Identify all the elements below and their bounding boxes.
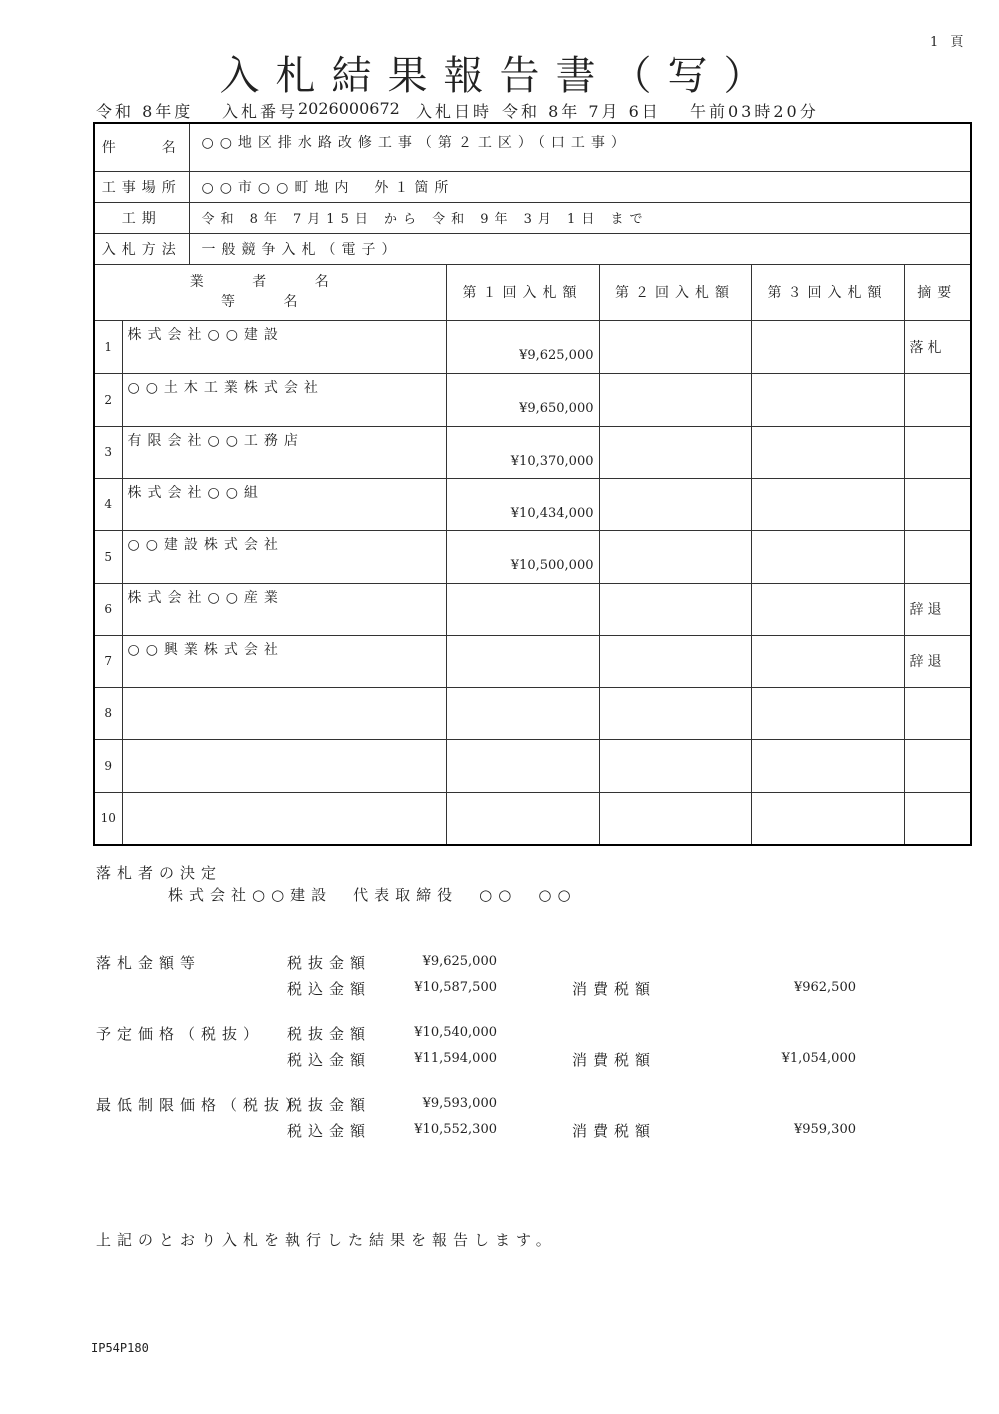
bidder-name: 株式会社○○産業 [122, 583, 446, 635]
winner-heading: 落札者の決定 [96, 864, 223, 882]
round1-amount [446, 739, 599, 792]
round2-amount [599, 426, 751, 478]
round1-amount [446, 687, 599, 739]
method-label: 入札方法 [94, 233, 189, 264]
page-number: 1 頁 [930, 35, 968, 50]
bidder-name: ○○土木工業株式会社 [122, 373, 446, 426]
remarks-cell: 辞退 [904, 583, 971, 635]
incl-tax-amount: ¥11,594,000 [414, 1051, 497, 1066]
remarks-cell [904, 373, 971, 426]
round1-amount: ¥10,370,000 [446, 426, 599, 478]
round1-amount [446, 792, 599, 845]
excl-tax-label: 税抜金額 [287, 1096, 372, 1114]
report-note: 上記のとおり入札を執行した結果を報告します。 [96, 1231, 557, 1249]
tax-amount: ¥962,500 [793, 980, 856, 995]
row-number: 10 [94, 792, 122, 845]
bidder-header [94, 264, 446, 320]
bidder-name: 株式会社○○建設 [122, 320, 446, 373]
info-row-name [94, 123, 971, 171]
tax-label: 消費税額 [572, 1122, 657, 1140]
round2-amount [599, 530, 751, 583]
round3-amount [751, 635, 904, 687]
page-title: 入札結果報告書（写） [219, 53, 780, 99]
remarks-header: 摘要 [904, 264, 971, 320]
incl-tax-amount: ¥10,587,500 [414, 980, 497, 995]
round3-amount [751, 792, 904, 845]
column-header-row [94, 264, 971, 320]
round2-amount [599, 373, 751, 426]
tax-amount: ¥1,054,000 [781, 1051, 856, 1066]
row-number: 1 [94, 320, 122, 373]
tax-label: 消費税額 [572, 1051, 657, 1069]
round2-amount [599, 583, 751, 635]
bidder-name [122, 687, 446, 739]
excl-tax-label: 税抜金額 [287, 954, 372, 972]
row-number: 7 [94, 635, 122, 687]
bidder-name [122, 792, 446, 845]
method-value: 一般競争入札（電子） [189, 233, 971, 264]
bidder-name: 有限会社○○工務店 [122, 426, 446, 478]
table-row [94, 739, 971, 792]
summary-label: 落札金額等 [96, 954, 202, 972]
round3-amount [751, 320, 904, 373]
table-row [94, 583, 971, 635]
table-row [94, 687, 971, 739]
remarks-cell: 落札 [904, 320, 971, 373]
excl-tax-amount: ¥9,625,000 [422, 954, 497, 969]
info-row-method [94, 233, 971, 264]
round2-header: 第２回入札額 [599, 264, 751, 320]
excl-tax-amount: ¥10,540,000 [414, 1025, 497, 1040]
bidder-name: 株式会社○○組 [122, 478, 446, 530]
tax-amount: ¥959,300 [793, 1122, 856, 1137]
place-label: 工事場所 [94, 171, 189, 202]
table-row [94, 530, 971, 583]
bid-date-label: 入札日時 [416, 102, 493, 121]
incl-tax-label: 税込金額 [287, 1051, 372, 1069]
remarks-cell: 辞退 [904, 635, 971, 687]
remarks-cell [904, 478, 971, 530]
info-row-place [94, 171, 971, 202]
bidder-name: ○○建設株式会社 [122, 530, 446, 583]
row-number: 4 [94, 478, 122, 530]
remarks-cell [904, 792, 971, 845]
place-value: ○○市○○町地内 外１箇所 [189, 171, 971, 202]
row-number: 2 [94, 373, 122, 426]
round2-amount [599, 687, 751, 739]
winner-detail: 株式会社○○建設 代表取締役 ○○ ○○ [168, 886, 577, 904]
summary-label: 予定価格（税抜） [96, 1025, 265, 1043]
round3-header: 第３回入札額 [751, 264, 904, 320]
summary-label: 最低制限価格（税抜） [96, 1096, 307, 1114]
row-number: 5 [94, 530, 122, 583]
table-row [94, 792, 971, 845]
row-number: 8 [94, 687, 122, 739]
name-value: ○○地区排水路改修工事（第２工区）（口工事） [189, 123, 971, 171]
round2-amount [599, 478, 751, 530]
table-row [94, 320, 971, 373]
name-label: 件 名 [94, 123, 189, 171]
round1-amount: ¥9,650,000 [446, 373, 599, 426]
bidder-name [122, 739, 446, 792]
round3-amount [751, 739, 904, 792]
round2-amount [599, 320, 751, 373]
remarks-cell [904, 739, 971, 792]
tax-label: 消費税額 [572, 980, 657, 998]
incl-tax-amount: ¥10,552,300 [414, 1122, 497, 1137]
remarks-cell [904, 426, 971, 478]
row-number: 6 [94, 583, 122, 635]
table-row [94, 635, 971, 687]
table-row [94, 478, 971, 530]
form-code: IP54P180 [91, 1341, 149, 1355]
bidder-header-bottom: 等 名 [221, 294, 320, 310]
period-label: 工期 [94, 202, 189, 233]
bid-results-table [93, 122, 972, 846]
fiscal-year: 令和 8年度 [96, 102, 194, 121]
round1-amount [446, 635, 599, 687]
bid-number-label: 入札番号 [222, 102, 299, 121]
bid-time: 午前03時20分 [690, 102, 819, 121]
row-number: 3 [94, 426, 122, 478]
round1-amount [446, 583, 599, 635]
round3-amount [751, 373, 904, 426]
round3-amount [751, 426, 904, 478]
period-value: 令和 8年 7月15日 から 令和 9年 3月 1日 まで [189, 202, 971, 233]
bidder-name: ○○興業株式会社 [122, 635, 446, 687]
bid-number: 2026000672 [298, 99, 400, 118]
info-row-period [94, 202, 971, 233]
round2-amount [599, 739, 751, 792]
round1-header: 第１回入札額 [446, 264, 599, 320]
round2-amount [599, 635, 751, 687]
round3-amount [751, 530, 904, 583]
table-row [94, 426, 971, 478]
incl-tax-label: 税込金額 [287, 1122, 372, 1140]
round3-amount [751, 687, 904, 739]
bidder-rows [94, 320, 971, 845]
round1-amount: ¥10,434,000 [446, 478, 599, 530]
round1-amount: ¥10,500,000 [446, 530, 599, 583]
excl-tax-label: 税抜金額 [287, 1025, 372, 1043]
round3-amount [751, 583, 904, 635]
round3-amount [751, 478, 904, 530]
excl-tax-amount: ¥9,593,000 [422, 1096, 497, 1111]
round1-amount: ¥9,625,000 [446, 320, 599, 373]
remarks-cell [904, 687, 971, 739]
round2-amount [599, 792, 751, 845]
bidder-header-top: 業 者 名 [189, 274, 351, 290]
row-number: 9 [94, 739, 122, 792]
table-row [94, 373, 971, 426]
bid-date: 令和 8年 7月 6日 [502, 102, 661, 121]
incl-tax-label: 税込金額 [287, 980, 372, 998]
remarks-cell [904, 530, 971, 583]
